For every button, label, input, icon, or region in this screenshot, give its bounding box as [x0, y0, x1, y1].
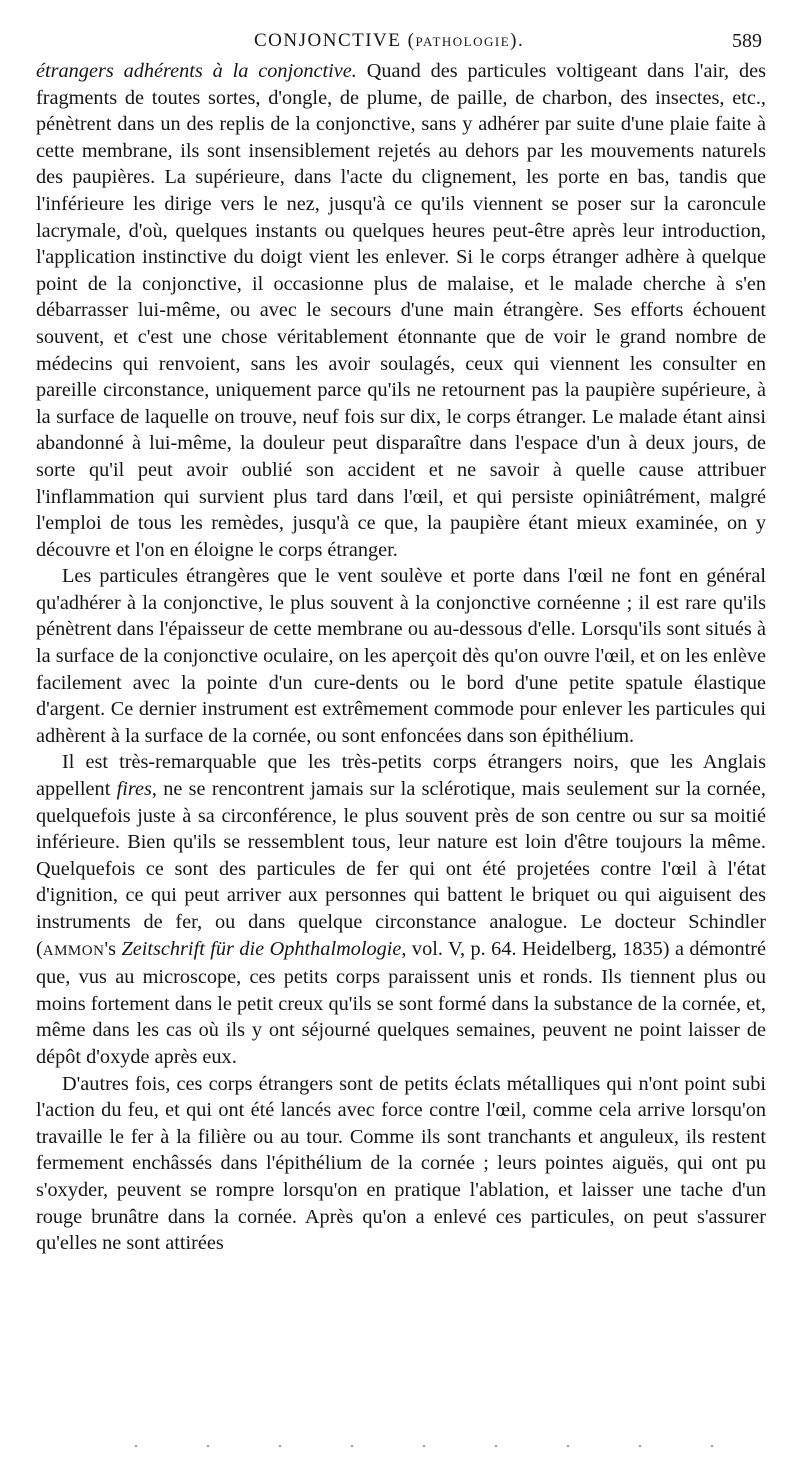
paragraph — [36, 749, 766, 1070]
text-run: Quand des particules voltigeant dans l'air, des fragments de toutes sortes, d'ongle, de plume, de paille, de charbon, des insectes, etc., pénètrent dans un des replis de la conjonctive, sans y adhérer par suite d'une plaie faite à cette membrane, ils sont insensiblement rejetés au dehors par les mouvements naturels des paupières. La supérieure, dans l'acte du clignement, les porte en bas, tandis que l'inférieure les dirige vers le nez, jusqu'à ce qu'ils viennent se poser sur la caroncule lacrymale, d'où, quelques instants ou quelques heures peut-être après leur introduction, l'application instinctive du doigt vient les enlever. Si le corps étranger adhère à quelque point de la conjonctive, il occasionne plus de malaise, et le malade cherche à s'en débarrasser lui-même, ou avec le secours d'une main étrangère. Ses efforts échouent souvent, et c'est une chose véritablement étonnante que de voir le grand nombre de médecins qui renvoient, sans les avoir soulagés, ceux qui viennent les consulter en pareille circonstance, uniquement parce qu'ils ne retournent pas la paupière supérieure, à la surface de laquelle on trouve, neuf fois sur dix, le corps étranger. Le malade étant ainsi abandonné à lui-même, la douleur peut disparaître dans l'espace d'un à deux jours, de sorte qu'il peut avoir oublié son accident et ne savoir à quelle cause attribuer l'inflammation qui survient plus tard dans l'œil, et qui persiste opiniâtrément, malgré l'emploi de tous les remèdes, jusqu'à ce que, la paupière étant mieux examinée, on y découvre et l'on en éloigne le corps étranger. — [36, 60, 766, 561]
text-run: D'autres fois, ces corps étrangers sont de petits éclats métalliques qui n'ont point subi l'action du feu, et qui ont été lancés avec force contre l'œil, comme cela arrive lorsqu'on travaille le fer à la filière ou au tour. Comme ils sont tranchants et anguleux, ils restent fermement enchâssés dans l'épithélium de la cornée ; leurs pointes aiguës, qui ont pu s'oxyder, peuvent se rompre lorsqu'on en pratique l'ablation, et laisser une tache d'un rouge brunâtre dans la cornée. Après qu'on a enlevé ces particules, on peut s'assurer qu'elles ne sont attirées — [36, 1072, 766, 1255]
title-small-caps: PATHOLOGIE — [415, 34, 511, 49]
body-text — [36, 58, 766, 1257]
italic-run: Zeitschrift für die Ophthalmologie — [121, 937, 402, 960]
paragraph — [36, 58, 766, 563]
text-run: Il est très-remarquable que les très-petits corps étrangers noirs, que les Anglais appellent — [36, 751, 766, 801]
small-caps-run: AMMON — [42, 942, 105, 959]
page-bottom-specks — [100, 1444, 740, 1448]
text-run: , ne se rencontrent jamais sur la sclérotique, mais seulement sur la cornée, quelquefois juste à sa circonférence, le plus souvent près de son centre ou sur sa moitié inférieure. Bien qu'ils se ressemblent tous, leur nature est loin d'être toujours la même. Quelquefois ce sont des particules de fer qui ont été projetées contre l'œil à l'état d'ignition, ce qui peut arriver aux personnes qui battent le briquet ou qui aiguisent des instruments de fer, ou dans quelque circonstance analogue. Le docteur Schindler ( — [36, 778, 767, 960]
title-close: ). — [510, 30, 525, 51]
title-main: CONJONCTIVE ( — [254, 30, 416, 51]
text-run: Les particules étrangères que le vent soulève et porte dans l'œil ne font en général qu'adhérer à la conjonctive, le plus souvent à la conjonctive cornéenne ; il est rare qu'ils pénètrent dans l'épaisseur de cette membrane ou au-dessous d'elle. Lorsqu'ils sont situés à la surface de la conjonctive oculaire, on les aperçoit dès qu'on ouvre l'œil, et on les enlève facilement avec la pointe d'un cure-dents ou le bord d'une petite spatule élastique d'argent. Ce dernier instrument est extrêmement commode pour enlever les particules qui adhèrent à la surface de la cornée, ou sont enfoncées dans son épithélium. — [36, 565, 766, 747]
page-number: 589 — [732, 30, 762, 52]
document-page — [36, 24, 766, 1257]
running-title — [254, 30, 524, 52]
paragraph — [36, 1071, 766, 1257]
text-run: , vol. V, p. 64. Heidelberg, 1835) a démontré que, vus au microscope, ces petits corps paraissent unis et ronds. Ils tiennent plus ou moins fortement dans le petit creux qu'ils se sont formé dans la substance de la cornée, et, même dans les cas où ils y ont séjourné quelques semaines, peuvent ne point laisser de dépôt d'oxyde après eux. — [36, 937, 767, 1068]
paragraph — [36, 563, 766, 749]
italic-run: étrangers adhérents à la conjonctive. — [36, 60, 357, 82]
text-run: 's — [104, 937, 122, 960]
italic-run: fires — [116, 778, 152, 801]
running-header — [36, 24, 766, 58]
